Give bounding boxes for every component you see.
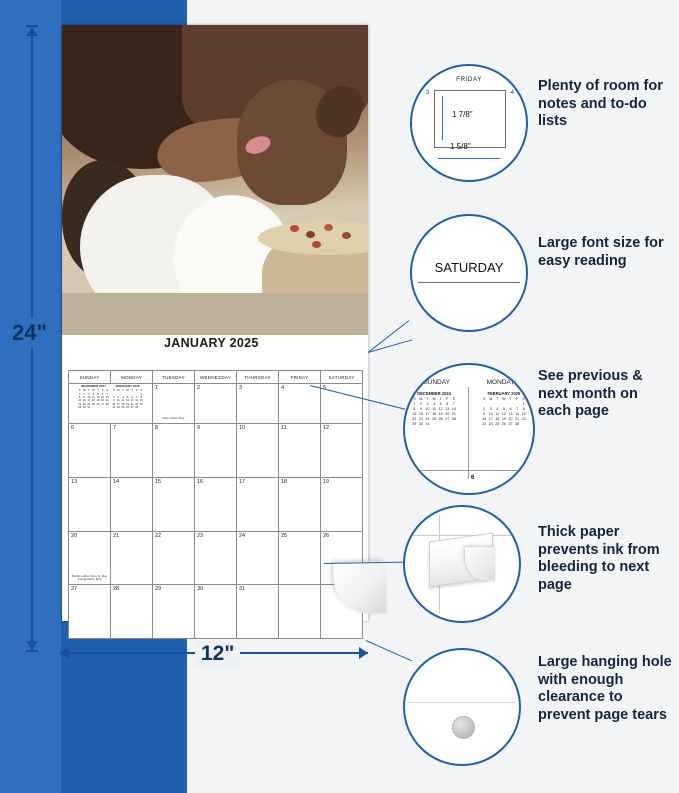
photo-shape-kibble <box>312 241 321 248</box>
calendar-day-cell[interactable] <box>321 478 363 532</box>
calendar-day-cell[interactable] <box>111 532 153 586</box>
calendar-day-cell[interactable] <box>237 424 279 478</box>
mini-column-headers <box>405 379 533 386</box>
feature-text-notes-room: Plenty of room for notes and to-do lists <box>538 78 663 130</box>
calendar-day-number: 17 <box>239 478 246 485</box>
dimension-cap-bottom <box>26 650 38 652</box>
calendar-day-number: 3 <box>239 385 243 391</box>
feature-circle-hanging-hole <box>403 648 521 766</box>
calendar-day-number: 16 <box>197 478 204 485</box>
calendar-dow-header: FRIDAY <box>279 371 321 384</box>
calendar-day-number: 6 <box>71 425 75 431</box>
height-label: 24" <box>8 318 51 348</box>
saturday-label: SATURDAY <box>434 260 504 275</box>
calendar-day-cell[interactable] <box>321 424 363 478</box>
calendar-day-cell[interactable] <box>237 585 279 639</box>
calendar-day-number: 14 <box>113 478 120 485</box>
calendar-day-number: 22 <box>155 532 162 539</box>
calendar-day-cell[interactable] <box>153 532 195 586</box>
arrow-down-icon <box>26 641 38 650</box>
calendar-day-cell[interactable] <box>195 532 237 586</box>
arrow-up-icon <box>26 27 38 36</box>
feature-circle-prev-next-month <box>403 363 535 495</box>
feature-text-thick-paper: Thick paper prevents ink from bleeding to next page <box>538 524 660 594</box>
calendar-day-cell[interactable] <box>279 478 321 532</box>
calendar-product <box>62 25 368 621</box>
calendar-day-cell[interactable] <box>237 532 279 586</box>
calendar-dow-header: THURSDAY <box>237 371 279 384</box>
calendar-day-number: 11 <box>281 425 287 431</box>
width-label: 12" <box>195 641 240 667</box>
calendar-day-number: 1 <box>155 385 159 391</box>
photo-shape-kibble <box>306 231 315 238</box>
width-measure-line <box>438 158 500 159</box>
calendar-day-number: 21 <box>113 532 120 539</box>
photo-shape-ground <box>62 293 368 335</box>
calendar-day-cell[interactable] <box>69 585 111 639</box>
mini-month-february <box>481 391 527 427</box>
calendar-day-number: 15 <box>155 478 162 485</box>
calendar-dow-header: SATURDAY <box>321 371 363 384</box>
calendar-photo <box>62 25 368 335</box>
calendar-day-cell[interactable] <box>69 532 111 586</box>
calendar-grid <box>68 370 363 639</box>
height-measure-line <box>442 96 443 140</box>
arrow-left-icon <box>60 647 69 659</box>
calendar-day-number: 30 <box>197 586 204 593</box>
calendar-day-cell[interactable] <box>279 384 321 424</box>
height-measure-label: 1 7/8" <box>452 110 473 119</box>
calendar-day-number: 8 <box>155 425 159 431</box>
feature-text-large-font: Large font size for easy reading <box>538 235 664 269</box>
mini-month-table: S M T W T F S 1 2 3 4 5 6 7 8 9 10 11 12 13 14 15 16 17 18 19 20 21 22 23 24 25 26 27 28 <box>482 397 526 427</box>
mini-month-december: DECEMBER 2024 S M T W T F S 1 2 3 4 5 6 7 8 9 10 11 12 13 14 15 16 17 18 19 20 21 22 23 24 25 26 27 28 29 30 31 <box>78 384 109 410</box>
calendar-day-cell[interactable] <box>69 478 111 532</box>
mini-month-title: FEBRUARY 2025 <box>487 391 521 396</box>
calendar-mini-months-cell <box>69 384 153 424</box>
column-sunday-label: SUNDAY <box>423 379 450 386</box>
calendar-day-number: 23 <box>197 532 204 539</box>
calendar-day-cell[interactable] <box>111 478 153 532</box>
calendar-day-event: New Year's Day <box>162 416 185 421</box>
calendar-day-number: 18 <box>281 478 288 485</box>
cell-divider-vertical <box>468 387 469 479</box>
calendar-day-cell[interactable] <box>195 384 237 424</box>
calendar-day-cell[interactable] <box>153 384 195 424</box>
feature-circle-large-font <box>410 214 528 332</box>
calendar-day-cell[interactable] <box>195 424 237 478</box>
photo-shape-kibble <box>290 225 299 232</box>
calendar-day-cell-empty <box>279 585 321 639</box>
calendar-day-number: 4 <box>281 385 285 391</box>
calendar-day-cell[interactable] <box>279 424 321 478</box>
calendar-day-number: 7 <box>113 425 117 431</box>
hanging-hole-icon <box>452 716 475 739</box>
calendar-day-cell[interactable] <box>153 585 195 639</box>
friday-label: FRIDAY <box>456 76 482 83</box>
day-number-right: 4 <box>510 90 514 96</box>
cell-outline <box>434 90 506 148</box>
calendar-day-number: 28 <box>113 586 120 593</box>
calendar-day-cell[interactable] <box>69 424 111 478</box>
calendar-day-number: 9 <box>197 425 201 431</box>
calendar-day-number: 27 <box>71 586 78 593</box>
calendar-day-cell[interactable] <box>195 478 237 532</box>
calendar-day-number: 25 <box>281 532 288 539</box>
calendar-day-cell[interactable] <box>153 478 195 532</box>
calendar-day-cell[interactable] <box>279 532 321 586</box>
width-measure-label: 1 5/8" <box>450 142 471 151</box>
calendar-day-number: 31 <box>239 586 246 593</box>
calendar-day-cell[interactable] <box>237 384 279 424</box>
calendar-day-number: 19 <box>323 478 330 485</box>
feature-circle-thick-paper <box>403 505 521 623</box>
cell-divider-horizontal <box>419 470 519 471</box>
feature-circle-notes-room <box>410 64 528 182</box>
arrow-right-icon <box>359 647 368 659</box>
calendar-dow-header: MONDAY <box>111 371 153 384</box>
mini-month-february: FEBRUARY 2025 S M T W T F S 1 2 3 4 5 6 7 8 9 10 11 12 13 14 15 16 17 18 19 20 21 22 23 24 25 26 27 28 <box>112 384 143 410</box>
calendar-day-cell[interactable] <box>111 424 153 478</box>
calendar-month-title: JANUARY 2025 <box>164 336 259 350</box>
mini-months-zoom <box>411 391 527 427</box>
calendar-day-number: 2 <box>197 385 201 391</box>
feature-text-hanging-hole: Large hanging hole with enough clearance to prevent page tears <box>538 654 672 724</box>
day-number-left: 3 <box>426 90 430 96</box>
calendar-day-number: 26 <box>323 532 330 539</box>
calendar-dow-header: TUESDAY <box>153 371 195 384</box>
photo-shape-kibble <box>342 232 351 239</box>
feature-text-prev-next-month: See previous & next month on each page <box>538 368 643 420</box>
column-monday-label: MONDAY <box>486 379 515 386</box>
calendar-day-number: 29 <box>155 586 162 593</box>
calendar-day-cell[interactable] <box>153 424 195 478</box>
calendar-day-number: 20 <box>71 532 78 539</box>
calendar-day-cell[interactable] <box>237 478 279 532</box>
mini-month-title: DECEMBER 2024 <box>417 391 451 396</box>
calendar-day-cell[interactable] <box>111 585 153 639</box>
mini-month-december <box>411 391 457 427</box>
day-number-six: 6 <box>471 475 475 481</box>
cell-divider-line <box>418 282 520 283</box>
calendar-day-number: 10 <box>239 425 246 431</box>
page-edge-line <box>409 702 515 703</box>
calendar-day-number: 13 <box>71 478 78 485</box>
mini-month-table: S M T W T F S 1 2 3 4 5 6 7 8 9 10 11 12 13 14 15 16 17 18 19 20 21 22 23 24 25 26 27 28 29 30 31 <box>412 397 456 427</box>
calendar-day-cell[interactable] <box>195 585 237 639</box>
calendar-day-number: 24 <box>239 532 246 539</box>
photo-shape-kibble <box>324 224 333 231</box>
calendar-dow-header: SUNDAY <box>69 371 111 384</box>
calendar-day-number: 12 <box>323 425 330 431</box>
calendar-day-event: Martin Luther King Jr. Day Inauguration Day <box>71 573 108 582</box>
calendar-dow-header: WEDNESDAY <box>195 371 237 384</box>
